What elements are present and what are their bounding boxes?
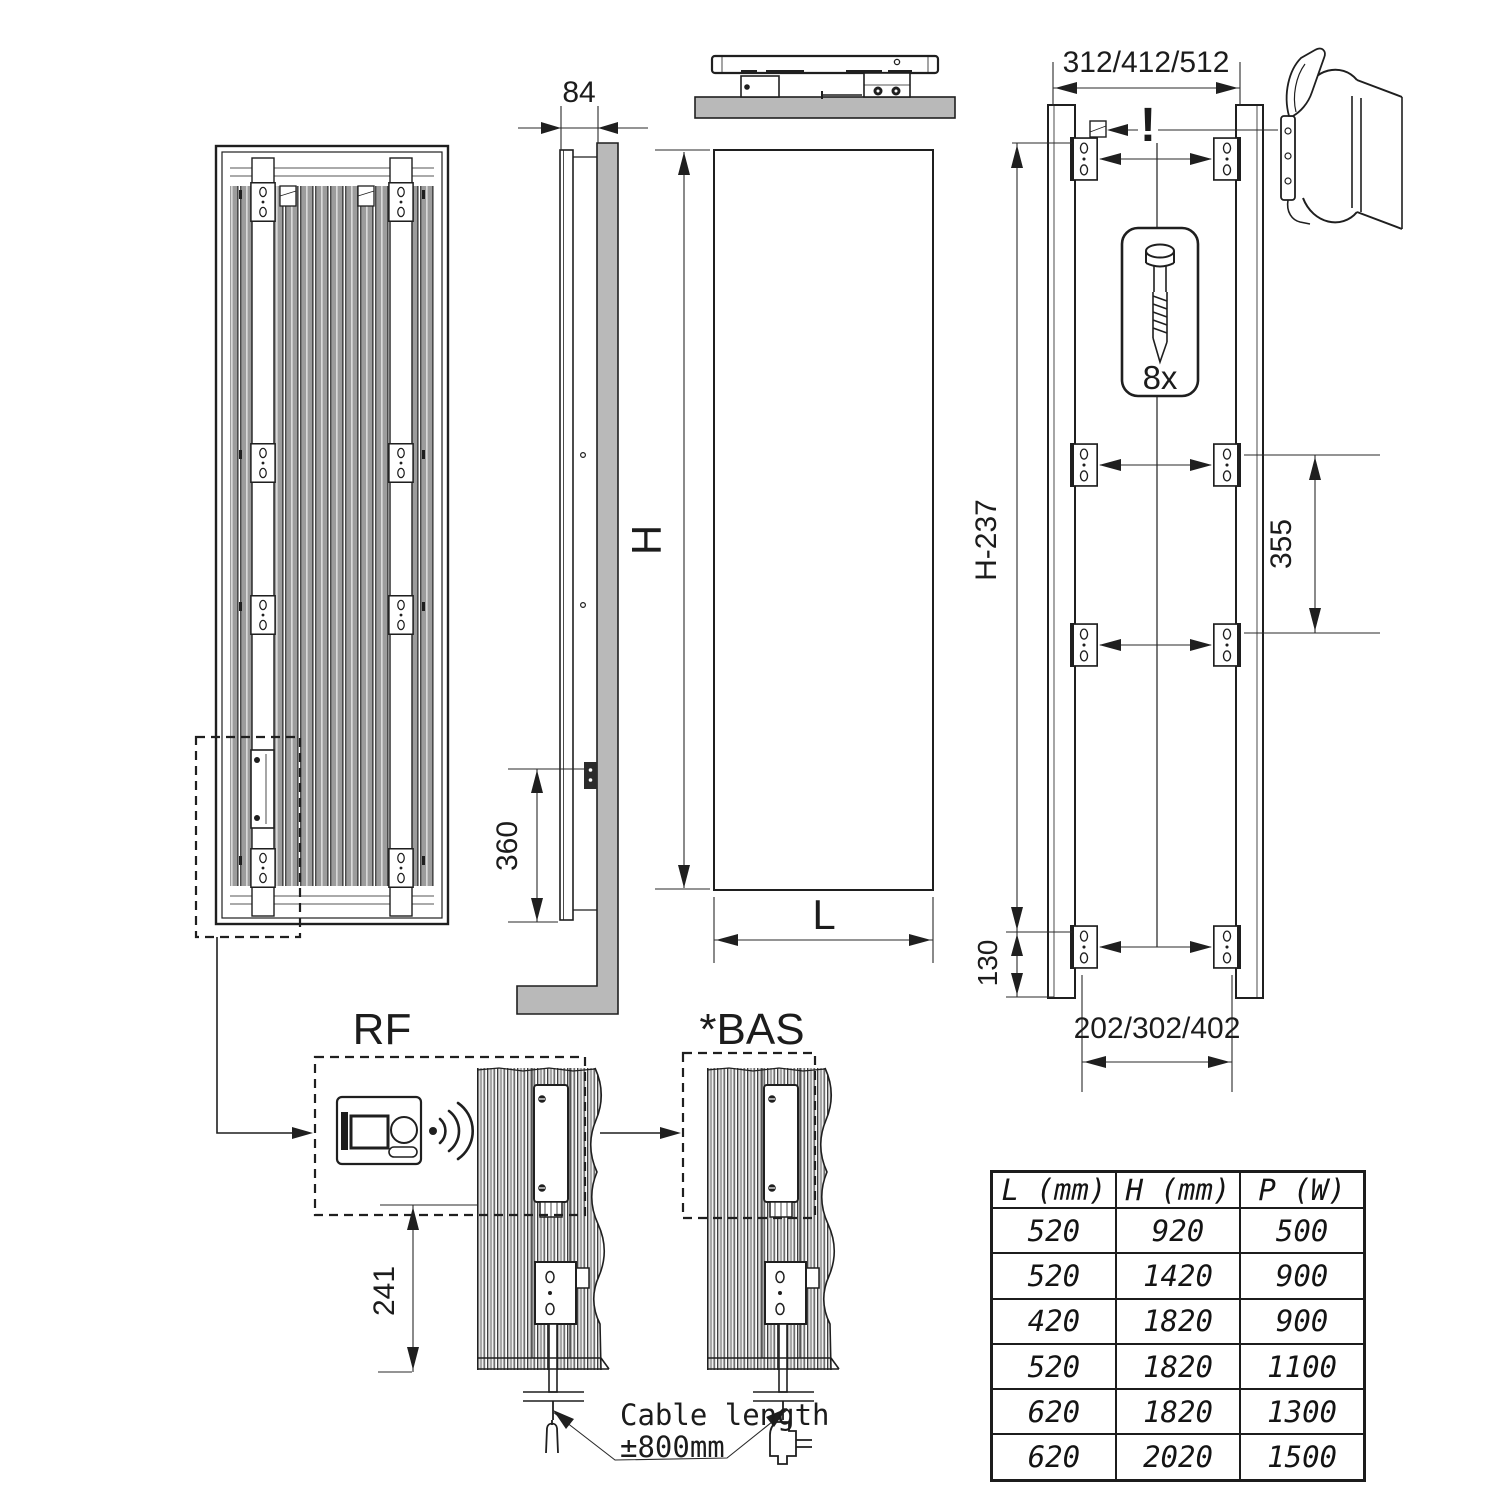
mounting-bracket xyxy=(1214,138,1240,180)
table-row xyxy=(992,1253,1365,1298)
cell-height: 2020 xyxy=(1116,1434,1240,1480)
table-header-row xyxy=(992,1172,1365,1209)
spec-table xyxy=(990,1170,1366,1482)
cell-power: 1100 xyxy=(1240,1344,1364,1389)
col-header-power: P (W) xyxy=(1240,1172,1364,1209)
dim-module-height-label: 241 xyxy=(368,1265,401,1317)
cell-length: 420 xyxy=(992,1299,1116,1344)
rear-view-left xyxy=(196,146,448,1139)
screw-count-label: 8x xyxy=(1142,359,1178,396)
wall-section xyxy=(695,97,955,118)
front-view xyxy=(623,150,933,963)
radio-waves-icon xyxy=(429,1103,473,1159)
cell-height: 1820 xyxy=(1116,1344,1240,1389)
front-panel xyxy=(714,150,933,890)
bas-detail xyxy=(600,1005,852,1464)
bas-label: *BAS xyxy=(699,1005,805,1054)
mounting-bracket xyxy=(1071,138,1097,180)
cell-length: 520 xyxy=(992,1208,1116,1253)
table-row xyxy=(992,1299,1365,1344)
table-row xyxy=(992,1344,1365,1389)
warning-icon: ! xyxy=(1140,99,1156,152)
power-connector xyxy=(584,762,597,789)
cell-height: 920 xyxy=(1116,1208,1240,1253)
cell-length: 620 xyxy=(992,1434,1116,1480)
radiator-section xyxy=(477,1068,622,1420)
rf-detail xyxy=(315,1005,622,1453)
dim-height-label: H xyxy=(623,524,670,556)
table-row xyxy=(992,1434,1365,1480)
dim-connector-height-label: 360 xyxy=(491,820,524,872)
bracket-3d-detail xyxy=(1281,49,1402,229)
mounting-bracket xyxy=(251,849,275,887)
dim-h237-label: H-237 xyxy=(970,499,1003,581)
col-header-height: H (mm) xyxy=(1116,1172,1240,1209)
cell-power: 900 xyxy=(1240,1299,1364,1344)
dim-mid-spacing-label: 355 xyxy=(1265,518,1298,570)
mounting-bracket xyxy=(1214,926,1240,968)
mounting-bracket xyxy=(389,849,413,887)
mounting-bracket xyxy=(1214,624,1240,666)
cell-length: 520 xyxy=(992,1253,1116,1298)
thermostat-icon xyxy=(337,1097,421,1164)
mounting-bracket xyxy=(1071,624,1097,666)
table-row xyxy=(992,1208,1365,1253)
top-view xyxy=(695,56,955,118)
radiator-section xyxy=(707,1068,852,1420)
mounting-bracket xyxy=(251,596,275,634)
mounting-bracket xyxy=(1071,444,1097,486)
leader-line-to-rf xyxy=(217,937,294,1133)
mounting-bracket xyxy=(1071,926,1097,968)
cell-power: 500 xyxy=(1240,1208,1364,1253)
mounting-bracket xyxy=(1214,444,1240,486)
col-header-length: L (mm) xyxy=(992,1172,1116,1209)
mounting-bracket xyxy=(389,183,413,221)
cell-power: 1500 xyxy=(1240,1434,1364,1480)
rear-view-right xyxy=(970,46,1380,1092)
dim-length-label: L xyxy=(812,891,836,938)
mounting-bracket xyxy=(251,444,275,482)
cell-height: 1420 xyxy=(1116,1253,1240,1298)
dim-bottom-offset-label: 130 xyxy=(972,939,1003,987)
cable-length-value: ±800mm xyxy=(620,1430,725,1464)
bare-wire-icon xyxy=(546,1420,558,1453)
cell-height: 1820 xyxy=(1116,1299,1240,1344)
cell-length: 520 xyxy=(992,1344,1116,1389)
mounting-bracket xyxy=(389,444,413,482)
table-row xyxy=(992,1389,1365,1434)
mounting-bracket xyxy=(251,183,275,221)
dim-top-width-label: 312/412/512 xyxy=(1062,46,1230,79)
cell-length: 620 xyxy=(992,1389,1116,1434)
dim-depth-label: 84 xyxy=(562,76,596,109)
cell-power: 900 xyxy=(1240,1253,1364,1298)
mounting-bracket xyxy=(389,596,413,634)
dim-bottom-width-label: 202/302/402 xyxy=(1073,1012,1241,1045)
cell-height: 1820 xyxy=(1116,1389,1240,1434)
control-module xyxy=(251,750,274,828)
rf-label: RF xyxy=(352,1005,412,1054)
cell-power: 1300 xyxy=(1240,1389,1364,1434)
cable-length-label: Cable length xyxy=(620,1398,830,1432)
